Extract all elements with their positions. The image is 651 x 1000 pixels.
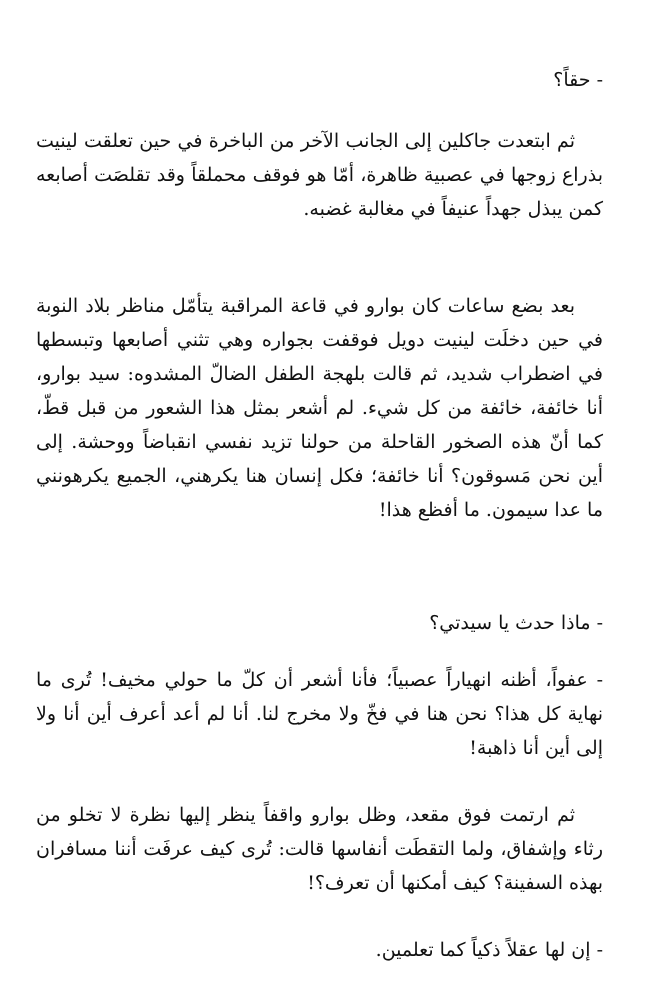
dialogue-line-haqqan: - حقاً؟ xyxy=(553,69,603,91)
narration-paragraph-chair: ثم ارتمت فوق مقعد، وظل بوارو واقفاً ينظر إليها نظرة لا تخلو من رثاء وإشفاق، ولما التقطَت أنفاسها قالت: تُرى كيف عرفَت أننا مسافران بهذه السفينة؟ كيف أمكنها أن تعرف؟! xyxy=(36,804,603,894)
dialogue-paragraph-nervous-breakdown: - عفواً، أظنه انهياراً عصبياً؛ فأنا أشعر أن كلّ ما حولي مخيف! تُرى ما نهاية كل هذا؟ نحن هنا في فخّ ولا مخرج لنا. أنا لم أعد أعرف أين أنا ولا إلى أين أنا ذاهبة! xyxy=(36,669,603,759)
dialogue-line-clever-mind: - إن لها عقلاً ذكياً كما تعلمين. xyxy=(375,939,603,961)
narration-paragraph-jacqueline: ثم ابتعدت جاكلين إلى الجانب الآخر من الباخرة في حين تعلقت لينيت بذراع زوجها في عصبية ظاهرة، أمّا هو فوقف محملقاً وقد تقلصَت أصابعه كمن يبذل جهداً عنيفاً في مغالبة غضبه. xyxy=(36,130,603,220)
dialogue-line-what-happened: - ماذا حدث يا سيدتي؟ xyxy=(429,612,603,634)
narration-paragraph-poirot-lounge: بعد بضع ساعات كان بوارو في قاعة المراقبة يتأمّل مناظر بلاد النوبة في حين دخلَت لينيت دويل فوقفت بجواره وهي تثني أصابعها وتبسطها في اضطراب شديد، ثم قالت بلهجة الطفل الضالّ المشدوه: سيد بوارو، أنا خائفة، خائفة من كل شيء. لم أشعر بمثل هذا الشعور من قبل قطّ، كما أنّ هذه الصخور القاحلة من حولنا تزيد نفسي انقباضاً ووحشة. إلى أين نحن مَسوقون؟ أنا خائفة؛ فكل إنسان هنا يكرهني، الجميع يكرهونني ما عدا سيمون. ما أفظع هذا! xyxy=(36,295,603,521)
